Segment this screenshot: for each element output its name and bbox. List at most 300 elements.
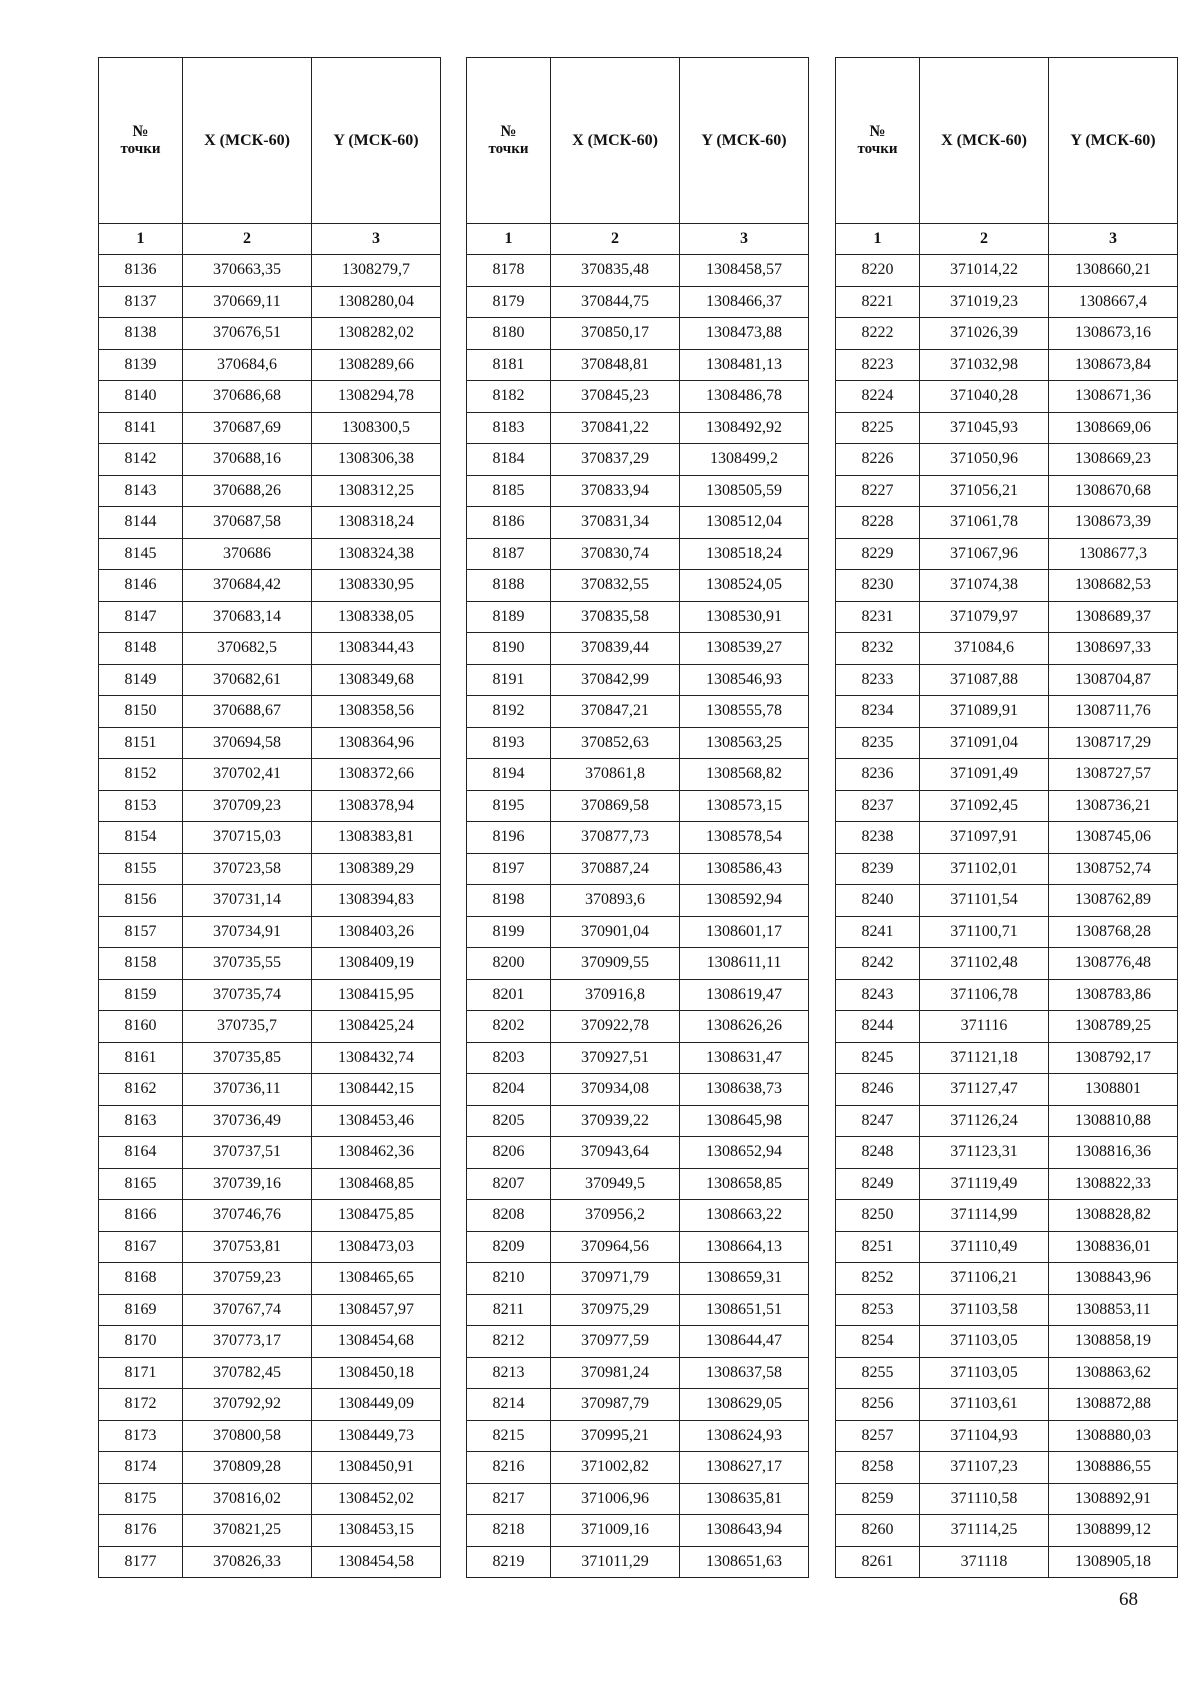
y-coordinate-cell: 1308403,26	[312, 916, 441, 948]
column-number-2: 2	[920, 224, 1049, 255]
x-coordinate-cell: 370922,78	[551, 1011, 680, 1043]
x-coordinate-cell: 370687,69	[183, 412, 312, 444]
point-number-cell: 8151	[99, 727, 183, 759]
table-row	[467, 696, 809, 728]
x-coordinate-cell: 371045,93	[920, 412, 1049, 444]
y-coordinate-cell: 1308512,04	[680, 507, 809, 539]
x-coordinate-cell: 370837,29	[551, 444, 680, 476]
table-row	[99, 664, 441, 696]
x-coordinate-cell: 371091,04	[920, 727, 1049, 759]
table-row	[99, 727, 441, 759]
x-coordinate-cell: 370684,6	[183, 349, 312, 381]
x-coordinate-cell: 370731,14	[183, 885, 312, 917]
x-coordinate-cell: 370850,17	[551, 318, 680, 350]
table-row	[99, 1263, 441, 1295]
y-coordinate-cell: 1308631,47	[680, 1042, 809, 1074]
y-coordinate-cell: 1308711,76	[1049, 696, 1178, 728]
table-row	[836, 318, 1178, 350]
point-number-cell: 8252	[836, 1263, 920, 1295]
x-coordinate-cell: 370767,74	[183, 1294, 312, 1326]
table-row	[467, 444, 809, 476]
table-row	[467, 822, 809, 854]
y-coordinate-cell: 1308872,88	[1049, 1389, 1178, 1421]
y-coordinate-cell: 1308324,38	[312, 538, 441, 570]
y-coordinate-cell: 1308637,58	[680, 1357, 809, 1389]
y-coordinate-cell: 1308673,84	[1049, 349, 1178, 381]
x-coordinate-cell: 370739,16	[183, 1168, 312, 1200]
y-coordinate-cell: 1308858,19	[1049, 1326, 1178, 1358]
y-coordinate-cell: 1308689,37	[1049, 601, 1178, 633]
x-coordinate-cell: 370715,03	[183, 822, 312, 854]
table-row	[836, 349, 1178, 381]
x-coordinate-cell: 370977,59	[551, 1326, 680, 1358]
y-coordinate-cell: 1308638,73	[680, 1074, 809, 1106]
x-coordinate-cell: 370839,44	[551, 633, 680, 665]
x-coordinate-cell: 370831,34	[551, 507, 680, 539]
x-coordinate-cell: 370844,75	[551, 286, 680, 318]
point-number-cell: 8159	[99, 979, 183, 1011]
x-coordinate-cell: 371107,23	[920, 1452, 1049, 1484]
y-coordinate-cell: 1308677,3	[1049, 538, 1178, 570]
table-row	[99, 790, 441, 822]
point-number-cell: 8217	[467, 1483, 551, 1515]
point-number-cell: 8251	[836, 1231, 920, 1263]
point-number-cell: 8216	[467, 1452, 551, 1484]
point-number-cell: 8165	[99, 1168, 183, 1200]
x-coordinate-cell: 370709,23	[183, 790, 312, 822]
y-coordinate-cell: 1308568,82	[680, 759, 809, 791]
y-coordinate-cell: 1308682,53	[1049, 570, 1178, 602]
table-row	[467, 570, 809, 602]
x-coordinate-cell: 370971,79	[551, 1263, 680, 1295]
table-row	[467, 885, 809, 917]
y-coordinate-cell: 1308505,59	[680, 475, 809, 507]
table-row	[467, 1200, 809, 1232]
x-coordinate-cell: 370821,25	[183, 1515, 312, 1547]
header-point-word: точки	[120, 141, 161, 157]
y-coordinate-cell: 1308312,25	[312, 475, 441, 507]
point-number-cell: 8205	[467, 1105, 551, 1137]
table-row	[467, 255, 809, 287]
x-coordinate-cell: 370877,73	[551, 822, 680, 854]
point-number-cell: 8186	[467, 507, 551, 539]
table-row	[99, 633, 441, 665]
x-coordinate-cell: 371126,24	[920, 1105, 1049, 1137]
point-number-cell: 8219	[467, 1546, 551, 1578]
header-point-sign: №	[132, 123, 149, 140]
table-row	[467, 1042, 809, 1074]
point-number-cell: 8235	[836, 727, 920, 759]
point-number-cell: 8215	[467, 1420, 551, 1452]
y-coordinate-cell: 1308697,33	[1049, 633, 1178, 665]
table-row	[99, 948, 441, 980]
y-coordinate-cell: 1308727,57	[1049, 759, 1178, 791]
point-number-cell: 8178	[467, 255, 551, 287]
table-row	[836, 255, 1178, 287]
y-coordinate-cell: 1308673,39	[1049, 507, 1178, 539]
header-y: Y (МСК-60)	[680, 58, 809, 224]
table-row	[836, 1074, 1178, 1106]
table-row	[467, 1011, 809, 1043]
point-number-cell: 8184	[467, 444, 551, 476]
table-row	[467, 1389, 809, 1421]
x-coordinate-cell: 371092,45	[920, 790, 1049, 822]
x-coordinate-cell: 370835,48	[551, 255, 680, 287]
table-row	[836, 507, 1178, 539]
x-coordinate-cell: 370861,8	[551, 759, 680, 791]
y-coordinate-cell: 1308611,11	[680, 948, 809, 980]
point-number-cell: 8212	[467, 1326, 551, 1358]
table-row	[99, 885, 441, 917]
point-number-cell: 8242	[836, 948, 920, 980]
x-coordinate-cell: 370949,5	[551, 1168, 680, 1200]
y-coordinate-cell: 1308783,86	[1049, 979, 1178, 1011]
x-coordinate-cell: 370987,79	[551, 1389, 680, 1421]
y-coordinate-cell: 1308473,88	[680, 318, 809, 350]
x-coordinate-cell: 370735,85	[183, 1042, 312, 1074]
point-number-cell: 8162	[99, 1074, 183, 1106]
point-number-cell: 8236	[836, 759, 920, 791]
point-number-cell: 8241	[836, 916, 920, 948]
table-row	[99, 1011, 441, 1043]
y-coordinate-cell: 1308905,18	[1049, 1546, 1178, 1578]
y-coordinate-cell: 1308466,37	[680, 286, 809, 318]
y-coordinate-cell: 1308752,74	[1049, 853, 1178, 885]
coordinates-table-1	[98, 57, 441, 1578]
point-number-cell: 8247	[836, 1105, 920, 1137]
y-coordinate-cell: 1308853,11	[1049, 1294, 1178, 1326]
table-row	[467, 538, 809, 570]
x-coordinate-cell: 370841,22	[551, 412, 680, 444]
x-coordinate-cell: 370773,17	[183, 1326, 312, 1358]
point-number-cell: 8210	[467, 1263, 551, 1295]
point-number-cell: 8261	[836, 1546, 920, 1578]
point-number-cell: 8150	[99, 696, 183, 728]
y-coordinate-cell: 1308450,18	[312, 1357, 441, 1389]
point-number-cell: 8157	[99, 916, 183, 948]
x-coordinate-cell: 371114,99	[920, 1200, 1049, 1232]
x-coordinate-cell: 370683,14	[183, 601, 312, 633]
table-row	[836, 444, 1178, 476]
point-number-cell: 8149	[99, 664, 183, 696]
table-row	[836, 1357, 1178, 1389]
point-number-cell: 8199	[467, 916, 551, 948]
point-number-cell: 8179	[467, 286, 551, 318]
header-point-number	[467, 58, 551, 224]
table-row	[836, 538, 1178, 570]
column-number-3: 3	[312, 224, 441, 255]
x-coordinate-cell: 370816,02	[183, 1483, 312, 1515]
x-coordinate-cell: 370826,33	[183, 1546, 312, 1578]
y-coordinate-cell: 1308586,43	[680, 853, 809, 885]
y-coordinate-cell: 1308282,02	[312, 318, 441, 350]
point-number-cell: 8137	[99, 286, 183, 318]
table-row	[99, 916, 441, 948]
x-coordinate-cell: 370735,7	[183, 1011, 312, 1043]
y-coordinate-cell: 1308643,94	[680, 1515, 809, 1547]
point-number-cell: 8160	[99, 1011, 183, 1043]
x-coordinate-cell: 370832,55	[551, 570, 680, 602]
column-number-2: 2	[551, 224, 680, 255]
table-row	[467, 1515, 809, 1547]
y-coordinate-cell: 1308658,85	[680, 1168, 809, 1200]
table-row	[836, 1546, 1178, 1578]
y-coordinate-cell: 1308886,55	[1049, 1452, 1178, 1484]
y-coordinate-cell: 1308300,5	[312, 412, 441, 444]
x-coordinate-cell: 371103,05	[920, 1357, 1049, 1389]
point-number-cell: 8200	[467, 948, 551, 980]
table-row	[836, 822, 1178, 854]
x-coordinate-cell: 370852,63	[551, 727, 680, 759]
x-coordinate-cell: 370684,42	[183, 570, 312, 602]
point-number-cell: 8232	[836, 633, 920, 665]
x-coordinate-cell: 370688,26	[183, 475, 312, 507]
point-number-cell: 8214	[467, 1389, 551, 1421]
point-number-cell: 8191	[467, 664, 551, 696]
table-row	[99, 381, 441, 413]
y-coordinate-cell: 1308836,01	[1049, 1231, 1178, 1263]
table-row	[99, 601, 441, 633]
table-row	[467, 1168, 809, 1200]
table-row	[836, 1137, 1178, 1169]
point-number-cell: 8249	[836, 1168, 920, 1200]
point-number-cell: 8147	[99, 601, 183, 633]
point-number-cell: 8218	[467, 1515, 551, 1547]
y-coordinate-cell: 1308627,17	[680, 1452, 809, 1484]
y-coordinate-cell: 1308473,03	[312, 1231, 441, 1263]
x-coordinate-cell: 370916,8	[551, 979, 680, 1011]
x-coordinate-cell: 371102,48	[920, 948, 1049, 980]
point-number-cell: 8257	[836, 1420, 920, 1452]
point-number-cell: 8258	[836, 1452, 920, 1484]
table-row	[467, 475, 809, 507]
y-coordinate-cell: 1308601,17	[680, 916, 809, 948]
table-row	[467, 601, 809, 633]
table-row	[99, 475, 441, 507]
y-coordinate-cell: 1308481,13	[680, 349, 809, 381]
table-row	[99, 1326, 441, 1358]
point-number-cell: 8223	[836, 349, 920, 381]
x-coordinate-cell: 371100,71	[920, 916, 1049, 948]
y-coordinate-cell: 1308465,65	[312, 1263, 441, 1295]
table-row	[467, 349, 809, 381]
point-number-cell: 8155	[99, 853, 183, 885]
y-coordinate-cell: 1308294,78	[312, 381, 441, 413]
point-number-cell: 8211	[467, 1294, 551, 1326]
y-coordinate-cell: 1308663,22	[680, 1200, 809, 1232]
x-coordinate-cell: 370702,41	[183, 759, 312, 791]
point-number-cell: 8206	[467, 1137, 551, 1169]
point-number-cell: 8156	[99, 885, 183, 917]
column-number-2: 2	[183, 224, 312, 255]
point-number-cell: 8229	[836, 538, 920, 570]
point-number-cell: 8189	[467, 601, 551, 633]
y-coordinate-cell: 1308378,94	[312, 790, 441, 822]
table-row	[836, 948, 1178, 980]
point-number-cell: 8239	[836, 853, 920, 885]
point-number-cell: 8139	[99, 349, 183, 381]
table-row	[467, 1105, 809, 1137]
table-row	[467, 633, 809, 665]
table-row	[836, 601, 1178, 633]
coordinates-table-3	[835, 57, 1178, 1578]
y-coordinate-cell: 1308660,21	[1049, 255, 1178, 287]
x-coordinate-cell: 370735,55	[183, 948, 312, 980]
table-row	[836, 916, 1178, 948]
point-number-cell: 8194	[467, 759, 551, 791]
point-number-cell: 8140	[99, 381, 183, 413]
point-number-cell: 8250	[836, 1200, 920, 1232]
y-coordinate-cell: 1308449,73	[312, 1420, 441, 1452]
y-coordinate-cell: 1308578,54	[680, 822, 809, 854]
point-number-cell: 8193	[467, 727, 551, 759]
point-number-cell: 8207	[467, 1168, 551, 1200]
x-coordinate-cell: 370735,74	[183, 979, 312, 1011]
table-row	[467, 318, 809, 350]
point-number-cell: 8238	[836, 822, 920, 854]
point-number-cell: 8173	[99, 1420, 183, 1452]
point-number-cell: 8188	[467, 570, 551, 602]
point-number-cell: 8243	[836, 979, 920, 1011]
x-coordinate-cell: 371056,21	[920, 475, 1049, 507]
table-row	[99, 1294, 441, 1326]
header-point-number	[99, 58, 183, 224]
y-coordinate-cell: 1308457,97	[312, 1294, 441, 1326]
x-coordinate-cell: 370981,24	[551, 1357, 680, 1389]
y-coordinate-cell: 1308358,56	[312, 696, 441, 728]
point-number-cell: 8196	[467, 822, 551, 854]
y-coordinate-cell: 1308644,47	[680, 1326, 809, 1358]
y-coordinate-cell: 1308789,25	[1049, 1011, 1178, 1043]
table-row	[99, 1420, 441, 1452]
y-coordinate-cell: 1308364,96	[312, 727, 441, 759]
table-row	[836, 1168, 1178, 1200]
table-row	[99, 696, 441, 728]
table-row	[467, 790, 809, 822]
x-coordinate-cell: 370782,45	[183, 1357, 312, 1389]
point-number-cell: 8161	[99, 1042, 183, 1074]
y-coordinate-cell: 1308629,05	[680, 1389, 809, 1421]
point-number-cell: 8177	[99, 1546, 183, 1578]
x-coordinate-cell: 371026,39	[920, 318, 1049, 350]
y-coordinate-cell: 1308338,05	[312, 601, 441, 633]
table-row	[467, 1326, 809, 1358]
table-row	[836, 1231, 1178, 1263]
x-coordinate-cell: 371074,38	[920, 570, 1049, 602]
x-coordinate-cell: 371087,88	[920, 664, 1049, 696]
point-number-cell: 8136	[99, 255, 183, 287]
x-coordinate-cell: 370956,2	[551, 1200, 680, 1232]
y-coordinate-cell: 1308279,7	[312, 255, 441, 287]
table-row	[836, 570, 1178, 602]
x-coordinate-cell: 371032,98	[920, 349, 1049, 381]
header-point-sign: №	[869, 123, 886, 140]
x-coordinate-cell: 370686	[183, 538, 312, 570]
x-coordinate-cell: 370753,81	[183, 1231, 312, 1263]
x-coordinate-cell: 370964,56	[551, 1231, 680, 1263]
x-coordinate-cell: 371106,78	[920, 979, 1049, 1011]
table-row	[99, 1515, 441, 1547]
x-coordinate-cell: 370800,58	[183, 1420, 312, 1452]
point-number-cell: 8192	[467, 696, 551, 728]
point-number-cell: 8237	[836, 790, 920, 822]
y-coordinate-cell: 1308664,13	[680, 1231, 809, 1263]
x-coordinate-cell: 370975,29	[551, 1294, 680, 1326]
point-number-cell: 8144	[99, 507, 183, 539]
point-number-cell: 8175	[99, 1483, 183, 1515]
y-coordinate-cell: 1308704,87	[1049, 664, 1178, 696]
x-coordinate-cell: 371089,91	[920, 696, 1049, 728]
header-point-sign: №	[500, 123, 517, 140]
table-row	[836, 1483, 1178, 1515]
table-row	[99, 1105, 441, 1137]
x-coordinate-cell: 370688,16	[183, 444, 312, 476]
table-row	[836, 1294, 1178, 1326]
point-number-cell: 8227	[836, 475, 920, 507]
header-x: X (МСК-60)	[920, 58, 1049, 224]
table-row	[467, 853, 809, 885]
y-coordinate-cell: 1308880,03	[1049, 1420, 1178, 1452]
y-coordinate-cell: 1308492,92	[680, 412, 809, 444]
table-row	[467, 1452, 809, 1484]
x-coordinate-cell: 371050,96	[920, 444, 1049, 476]
y-coordinate-cell: 1308670,68	[1049, 475, 1178, 507]
table-row	[467, 727, 809, 759]
table-row	[467, 507, 809, 539]
y-coordinate-cell: 1308768,28	[1049, 916, 1178, 948]
point-number-cell: 8202	[467, 1011, 551, 1043]
y-coordinate-cell: 1308389,29	[312, 853, 441, 885]
x-coordinate-cell: 371079,97	[920, 601, 1049, 633]
point-number-cell: 8152	[99, 759, 183, 791]
y-coordinate-cell: 1308452,02	[312, 1483, 441, 1515]
y-coordinate-cell: 1308652,94	[680, 1137, 809, 1169]
table-row	[467, 1263, 809, 1295]
table-row	[99, 1168, 441, 1200]
point-number-cell: 8176	[99, 1515, 183, 1547]
table-row	[99, 822, 441, 854]
x-coordinate-cell: 370682,61	[183, 664, 312, 696]
point-number-cell: 8145	[99, 538, 183, 570]
x-coordinate-cell: 370687,58	[183, 507, 312, 539]
table-row	[836, 475, 1178, 507]
y-coordinate-cell: 1308280,04	[312, 286, 441, 318]
y-coordinate-cell: 1308555,78	[680, 696, 809, 728]
point-number-cell: 8240	[836, 885, 920, 917]
column-number-3: 3	[1049, 224, 1178, 255]
x-coordinate-cell: 370734,91	[183, 916, 312, 948]
table-row	[467, 1420, 809, 1452]
x-coordinate-cell: 371091,49	[920, 759, 1049, 791]
y-coordinate-cell: 1308458,57	[680, 255, 809, 287]
y-coordinate-cell: 1308792,17	[1049, 1042, 1178, 1074]
table-row	[99, 853, 441, 885]
y-coordinate-cell: 1308810,88	[1049, 1105, 1178, 1137]
table-row	[836, 885, 1178, 917]
y-coordinate-cell: 1308475,85	[312, 1200, 441, 1232]
table-row	[467, 664, 809, 696]
table-row	[836, 790, 1178, 822]
x-coordinate-cell: 370901,04	[551, 916, 680, 948]
y-coordinate-cell: 1308816,36	[1049, 1137, 1178, 1169]
point-number-cell: 8168	[99, 1263, 183, 1295]
point-number-cell: 8148	[99, 633, 183, 665]
x-coordinate-cell: 370663,35	[183, 255, 312, 287]
point-number-cell: 8181	[467, 349, 551, 381]
table-row	[99, 1452, 441, 1484]
y-coordinate-cell: 1308892,91	[1049, 1483, 1178, 1515]
y-coordinate-cell: 1308776,48	[1049, 948, 1178, 980]
